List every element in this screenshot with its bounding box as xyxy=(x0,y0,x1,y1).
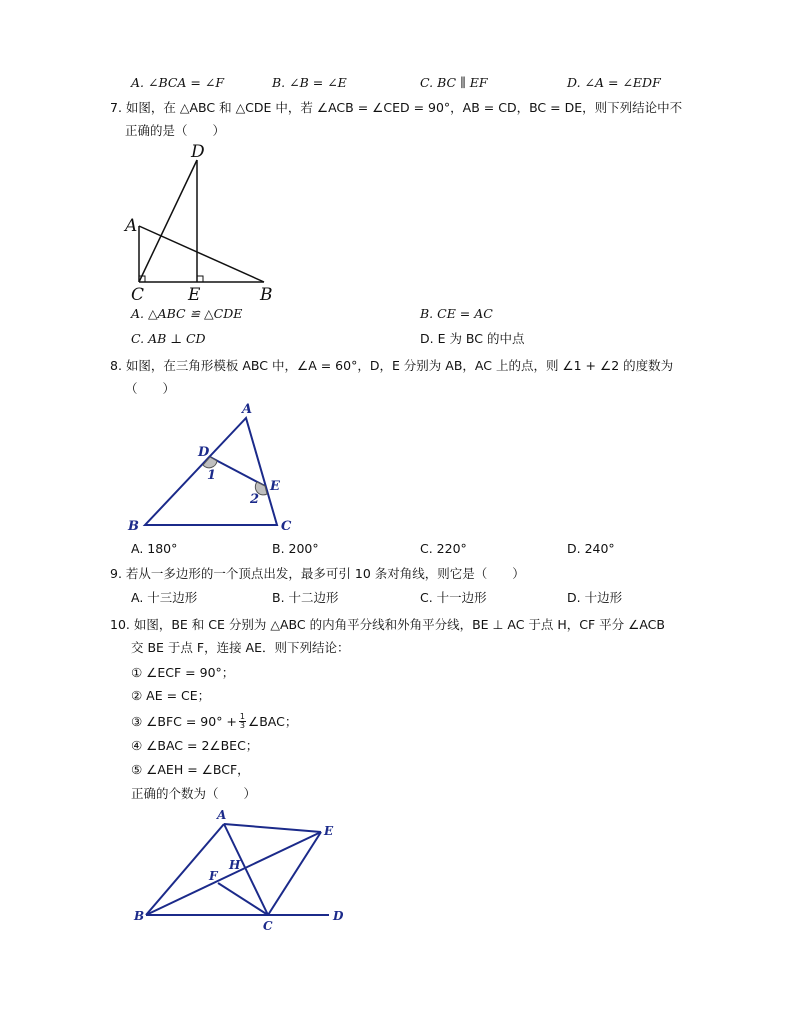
q8-label-d: D xyxy=(198,445,210,460)
q10-label-c: C xyxy=(263,919,273,933)
q7-segment-ab xyxy=(139,226,264,282)
q7-figure xyxy=(120,140,285,305)
q8-label-1: 1 xyxy=(207,468,217,483)
q10-item-3 xyxy=(131,713,297,730)
q7-right-angle-e xyxy=(197,276,203,282)
q6-option-a: A. ∠BCA = ∠F xyxy=(131,75,225,90)
q10-stem-line1: 10. 如图，BE 和 CE 分别为 △ABC 的内角平分线和外角平分线，BE ⊥ AC 于点 H，CF 平分 ∠ACB xyxy=(110,617,665,632)
q6-option-c: C. BC ∥ EF xyxy=(420,75,488,90)
q10-item-4: ④ ∠BAC = 2∠BEC； xyxy=(131,738,259,753)
q10-label-f: F xyxy=(209,869,218,883)
q10-item-3-denominator: 3 xyxy=(239,721,245,730)
q7-option-c: C. AB ⊥ CD xyxy=(131,331,206,346)
q7-stem-line1: 7. 如图，在 △ABC 和 △CDE 中，若 ∠ACB = ∠CED = 90°，AB = CD，BC = DE，则下列结论中不 xyxy=(110,100,683,115)
q7-label-b: B xyxy=(260,285,273,305)
q10-item-3-tail: ∠BAC； xyxy=(248,713,298,729)
q9-option-d: D. 十边形 xyxy=(567,590,623,605)
q8-label-a: A xyxy=(242,402,253,417)
q8-option-c: C. 220° xyxy=(420,541,467,556)
q10-label-a: A xyxy=(217,808,227,822)
q8-figure xyxy=(120,398,305,540)
q8-stem-line1: 8. 如图，在三角形模板 ABC 中，∠A = 60°，D，E 分别为 AB，AC 上的点，则 ∠1 + ∠2 的度数为 xyxy=(110,358,674,373)
q9-stem: 9. 若从一多边形的一个顶点出发，最多可引 10 条对角线，则它是（ ） xyxy=(110,566,525,581)
q10-segment-ae xyxy=(224,824,321,832)
q10-item-3-fraction xyxy=(239,713,246,730)
q10-stem-line2: 交 BE 于点 F，连接 AE．则下列结论： xyxy=(131,640,350,655)
q8-stem-line2: （ ） xyxy=(125,381,176,396)
q7-label-c: C xyxy=(131,285,145,305)
q10-stem-last: 正确的个数为（ ） xyxy=(131,786,257,801)
q8-label-c: C xyxy=(281,519,292,534)
q10-label-e: E xyxy=(324,824,334,838)
q10-item-1: ① ∠ECF = 90°； xyxy=(131,665,235,680)
q9-option-b: B. 十二边形 xyxy=(272,590,339,605)
q7-segment-cd xyxy=(139,160,197,282)
q10-item-3-numerator: 1 xyxy=(239,712,245,721)
q8-label-b: B xyxy=(128,519,139,534)
q10-label-d: D xyxy=(333,909,344,923)
q7-option-d: D. E 为 BC 的中点 xyxy=(420,331,525,346)
q9-option-c: C. 十一边形 xyxy=(420,590,487,605)
q7-option-b: B. CE = AC xyxy=(420,306,493,321)
q10-item-2: ② AE = CE； xyxy=(131,688,211,703)
q7-stem-line2: 正确的是（ ） xyxy=(125,123,226,138)
q10-figure xyxy=(125,806,355,936)
q7-label-a: A xyxy=(125,216,138,236)
q10-label-b: B xyxy=(134,909,145,923)
q9-option-a: A. 十三边形 xyxy=(131,590,198,605)
q10-label-h: H xyxy=(229,858,241,872)
q8-option-b: B. 200° xyxy=(272,541,319,556)
q6-option-b: B. ∠B = ∠E xyxy=(272,75,347,90)
q10-item-3-head: ③ ∠BFC = 90° + xyxy=(131,713,237,729)
q10-item-5: ⑤ ∠AEH = ∠BCF， xyxy=(131,762,250,777)
q7-option-a: A. △ABC ≌ △CDE xyxy=(131,306,243,321)
q6-option-d: D. ∠A = ∠EDF xyxy=(567,75,661,90)
q7-label-e: E xyxy=(188,285,201,305)
q8-option-d: D. 240° xyxy=(567,541,615,556)
q8-label-2: 2 xyxy=(250,492,260,507)
q7-label-d: D xyxy=(191,142,205,162)
q8-label-e: E xyxy=(270,479,280,494)
q8-option-a: A. 180° xyxy=(131,541,178,556)
